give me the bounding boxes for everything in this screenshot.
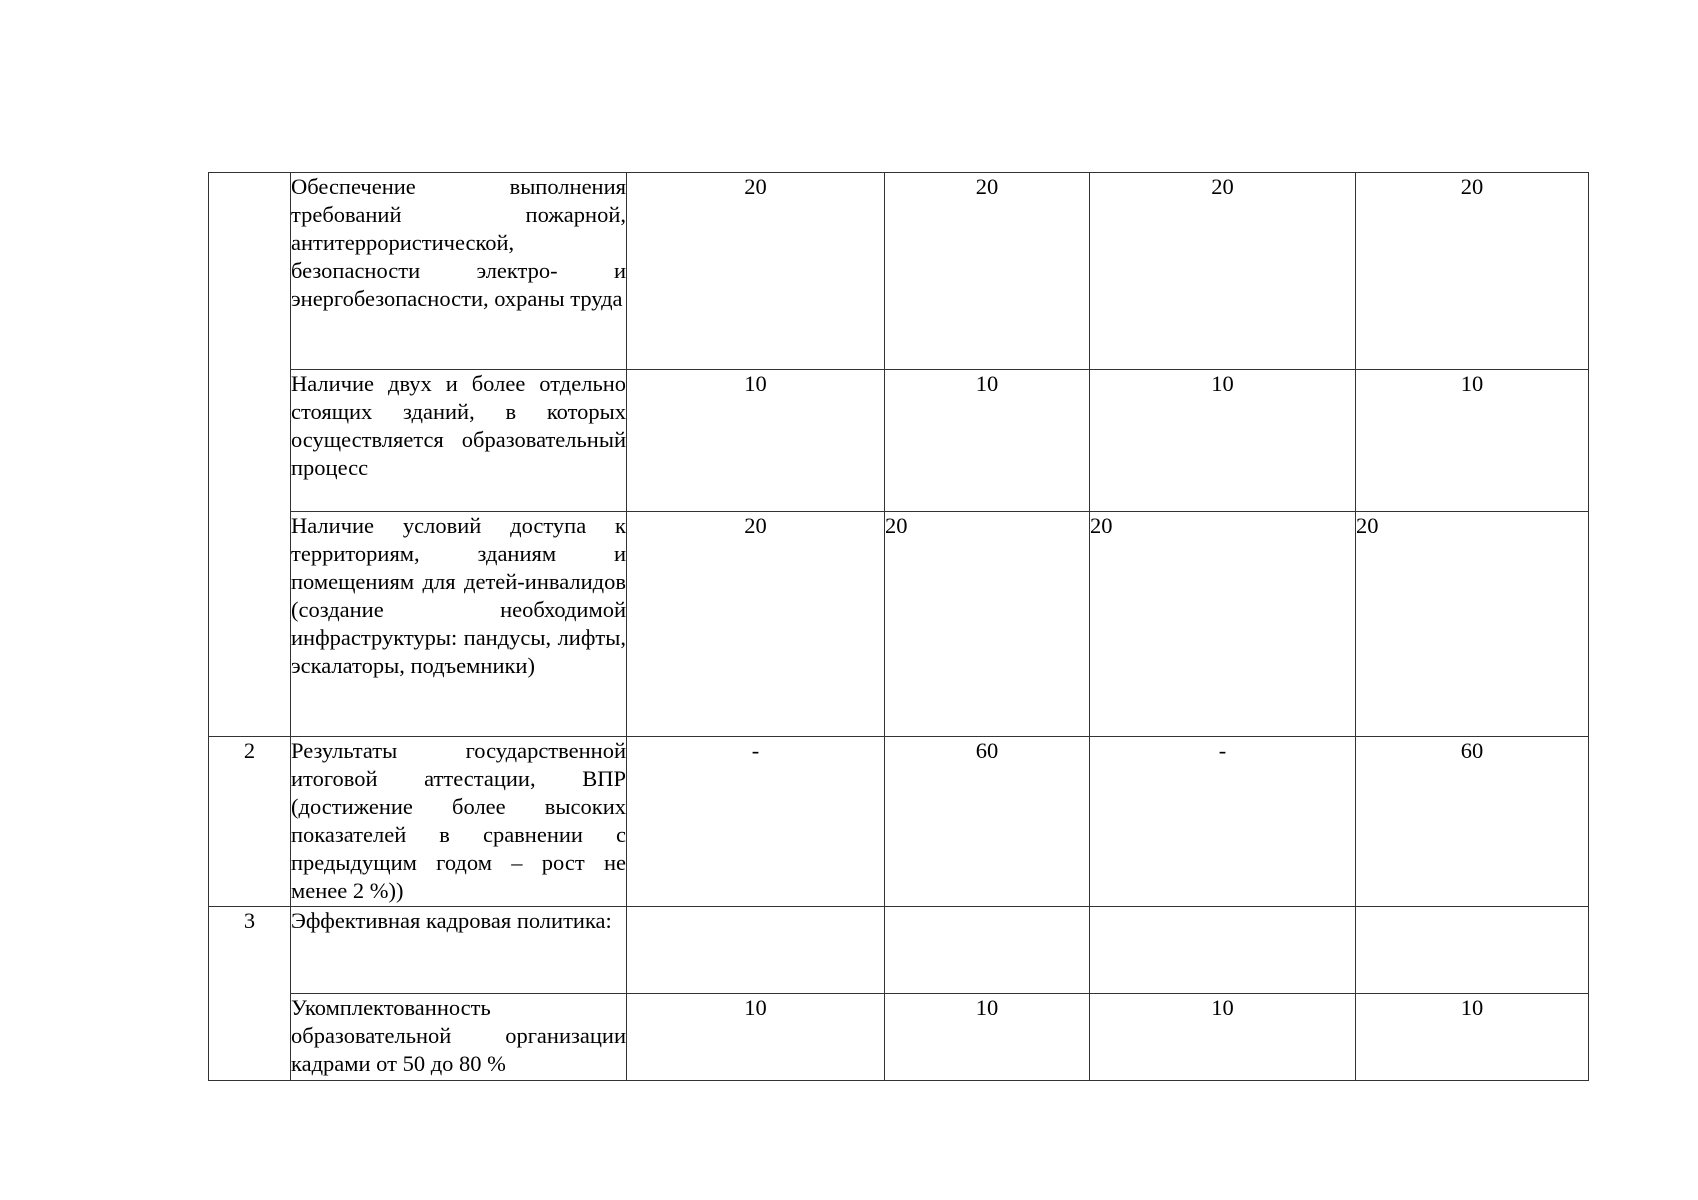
criterion-text: Укомплектованность образовательной организации кадрами от 50 до 80 % bbox=[291, 994, 627, 1081]
table-row bbox=[209, 737, 1589, 907]
value-cell: 20 bbox=[1356, 173, 1589, 370]
value-cell: 60 bbox=[885, 737, 1090, 907]
criterion-text: Обеспечение выполнения требований пожарной, антитеррористической, безопасности электро- и энергобезопасности, охраны труда bbox=[291, 173, 627, 370]
criterion-text: Эффективная кадровая политика: bbox=[291, 907, 627, 994]
value-cell: 10 bbox=[1356, 370, 1589, 512]
criterion-text: Наличие условий доступа к территориям, зданиям и помещениям для детей-инвалидов (создание необходимой инфраструктуры: пандусы, лифты, эскалаторы, подъемники) bbox=[291, 512, 627, 737]
value-cell: 10 bbox=[1090, 370, 1356, 512]
value-cell: - bbox=[627, 737, 885, 907]
value-cell bbox=[1090, 907, 1356, 994]
value-cell: - bbox=[1090, 737, 1356, 907]
value-cell: 20 bbox=[627, 173, 885, 370]
table-row bbox=[209, 370, 1589, 512]
value-cell bbox=[1356, 907, 1589, 994]
value-cell bbox=[885, 907, 1090, 994]
value-cell: 20 bbox=[1090, 512, 1356, 737]
value-cell: 60 bbox=[1356, 737, 1589, 907]
table-row bbox=[209, 994, 1589, 1081]
value-cell: 20 bbox=[627, 512, 885, 737]
criterion-text: Наличие двух и более отдельно стоящих зданий, в которых осуществляется образовательный процесс bbox=[291, 370, 627, 512]
criterion-text: Результаты государственной итоговой аттестации, ВПР (достижение более высоких показателей в сравнении с предыдущим годом – рост не менее 2 %)) bbox=[291, 737, 627, 907]
value-cell: 10 bbox=[627, 994, 885, 1081]
value-cell: 20 bbox=[885, 173, 1090, 370]
value-cell: 10 bbox=[627, 370, 885, 512]
table-row bbox=[209, 173, 1589, 370]
table-row bbox=[209, 907, 1589, 994]
row-number-cell bbox=[209, 173, 291, 737]
table-row bbox=[209, 512, 1589, 737]
row-number-cell: 3 bbox=[209, 907, 291, 1081]
value-cell: 10 bbox=[885, 994, 1090, 1081]
value-cell: 20 bbox=[1090, 173, 1356, 370]
value-cell bbox=[627, 907, 885, 994]
value-cell: 20 bbox=[885, 512, 1090, 737]
value-cell: 10 bbox=[885, 370, 1090, 512]
row-number-cell: 2 bbox=[209, 737, 291, 907]
value-cell: 10 bbox=[1356, 994, 1589, 1081]
value-cell: 20 bbox=[1356, 512, 1589, 737]
criteria-table bbox=[208, 172, 1589, 1081]
value-cell: 10 bbox=[1090, 994, 1356, 1081]
